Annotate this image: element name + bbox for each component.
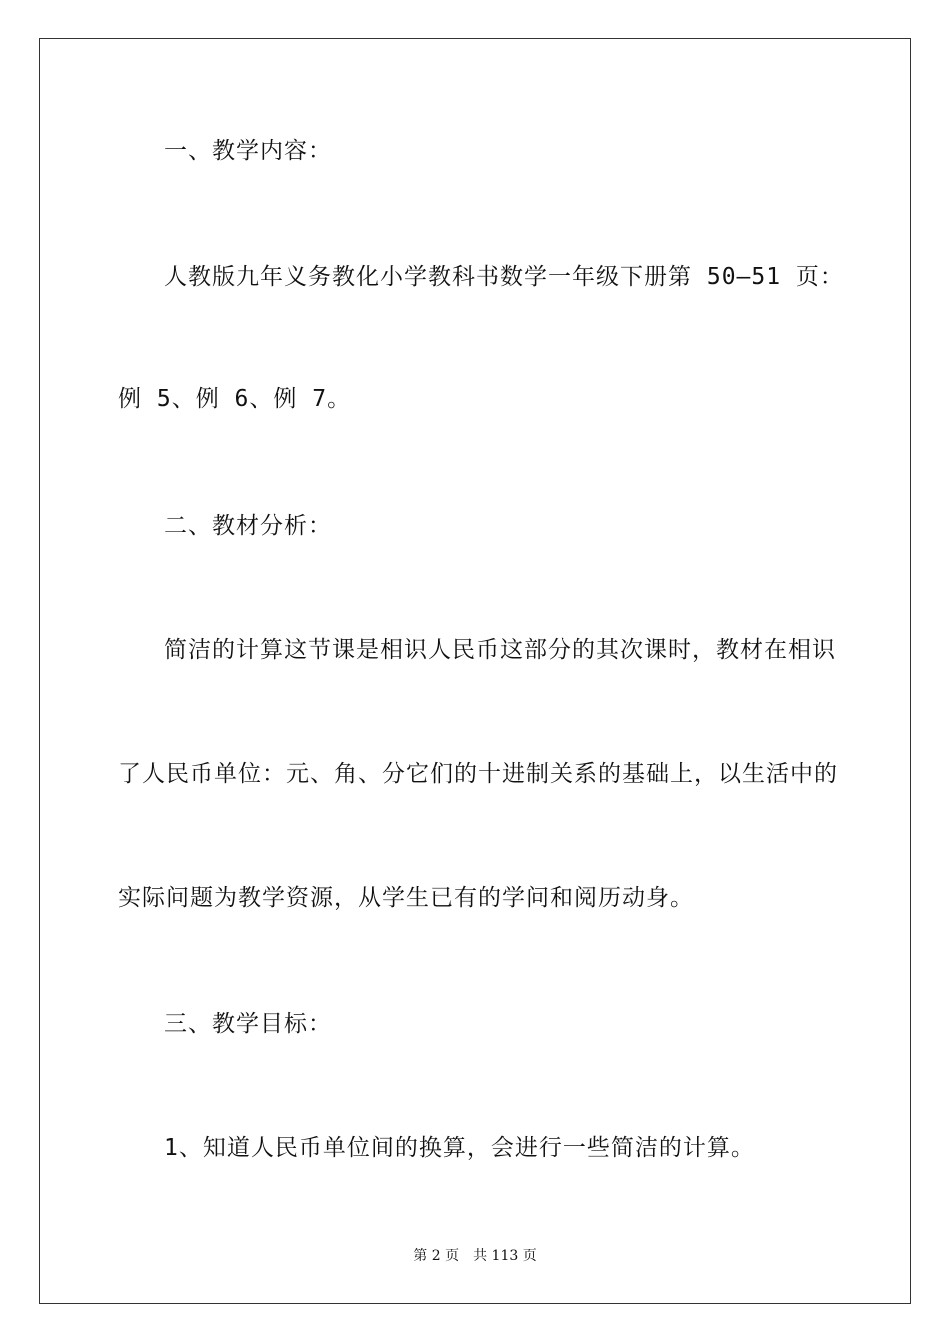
paragraph-line: 了人民币单位：元、角、分它们的十进制关系的基础上，以生活中的 <box>118 761 838 787</box>
paragraph-line: 简洁的计算这节课是相识人民币这部分的其次课时，教材在相识 <box>164 637 836 663</box>
section-heading-content: 一、教学内容： <box>164 138 332 164</box>
paragraph-line: 例 5、例 6、例 7。 <box>118 386 352 412</box>
total-pages: 共 113 页 <box>473 1248 537 1264</box>
section-heading-objectives: 三、教学目标： <box>164 1011 332 1037</box>
paragraph-line: 人教版九年义务教化小学教科书数学一年级下册第 50—51 页： <box>164 264 844 290</box>
page-footer <box>0 1247 950 1265</box>
page-border <box>39 38 911 1304</box>
paragraph-line: 1、知道人民币单位间的换算，会进行一些简洁的计算。 <box>164 1135 755 1161</box>
page-number: 第 2 页 <box>413 1248 460 1264</box>
paragraph-line: 实际问题为教学资源，从学生已有的学问和阅历动身。 <box>118 885 694 911</box>
section-heading-analysis: 二、教材分析： <box>164 513 332 539</box>
